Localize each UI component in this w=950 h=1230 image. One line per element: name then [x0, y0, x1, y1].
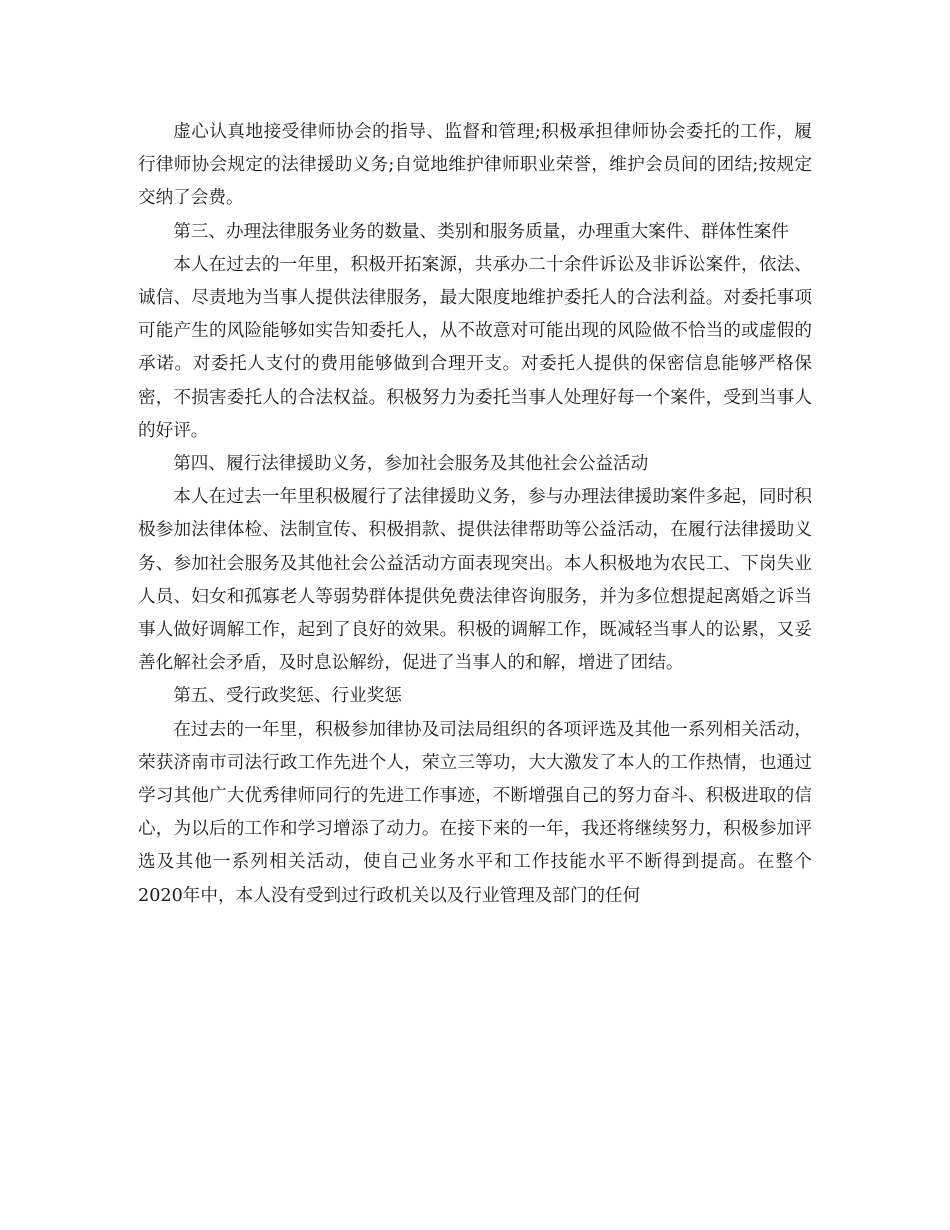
paragraph-case-handling: 本人在过去的一年里，积极开拓案源，共承办二十余件诉讼及非诉讼案件，依法、诚信、尽责地为当事人提供法律服务，最大限度地维护委托人的合法利益。对委托事项可能产生的风险能够如实告知委托人，从不故意对可能出现的风险做不恰当的或虚假的承诺。对委托人支付的费用能够做到合理开支。对委托人提供的保密信息能够严格保密，不损害委托人的合法权益。积极努力为委托当事人处理好每一个案件，受到当事人的好评。: [138, 254, 812, 441]
document-body: [138, 116, 812, 913]
section-heading-3: 第三、办理法律服务业务的数量、类别和服务质量，办理重大案件、群体性案件: [173, 221, 789, 242]
section-heading-5: 第五、受行政奖惩、行业奖惩: [173, 686, 402, 707]
section-heading-4: 第四、履行法律援助义务，参加社会服务及其他社会公益活动: [173, 454, 649, 475]
paragraph-awards: 在过去的一年里，积极参加律协及司法局组织的各项评选及其他一系列相关活动，荣获济南市司法行政工作先进个人，荣立三等功，大大激发了本人的工作热情，也通过学习其他广大优秀律师同行的先进工作事迹，不断增强自己的努力奋斗、积极进取的信心，为以后的工作和学习增添了动力。在接下来的一年，我还将继续努力，积极参加评选及其他一系列相关活动，使自己业务水平和工作技能水平不断得到提高。在整个2020年中，本人没有受到过行政机关以及行业管理及部门的任何: [138, 719, 812, 906]
paragraph-membership-duties: 虚心认真地接受律师协会的指导、监督和管理;积极承担律师协会委托的工作，履行律师协会规定的法律援助义务;自觉地维护律师职业荣誉，维护会员间的团结;按规定交纳了会费。: [138, 122, 812, 209]
paragraph-legal-aid: 本人在过去一年里积极履行了法律援助义务，参与办理法律援助案件多起，同时积极参加法律体检、法制宣传、积极捐款、提供法律帮助等公益活动，在履行法律援助义务、参加社会服务及其他社会公益活动方面表现突出。本人积极地为农民工、下岗失业人员、妇女和孤寡老人等弱势群体提供免费法律咨询服务，并为多位想提起离婚之诉当事人做好调解工作，起到了良好的效果。积极的调解工作，既减轻当事人的讼累，又妥善化解社会矛盾，及时息讼解纷，促进了当事人的和解，增进了团结。: [138, 487, 812, 674]
